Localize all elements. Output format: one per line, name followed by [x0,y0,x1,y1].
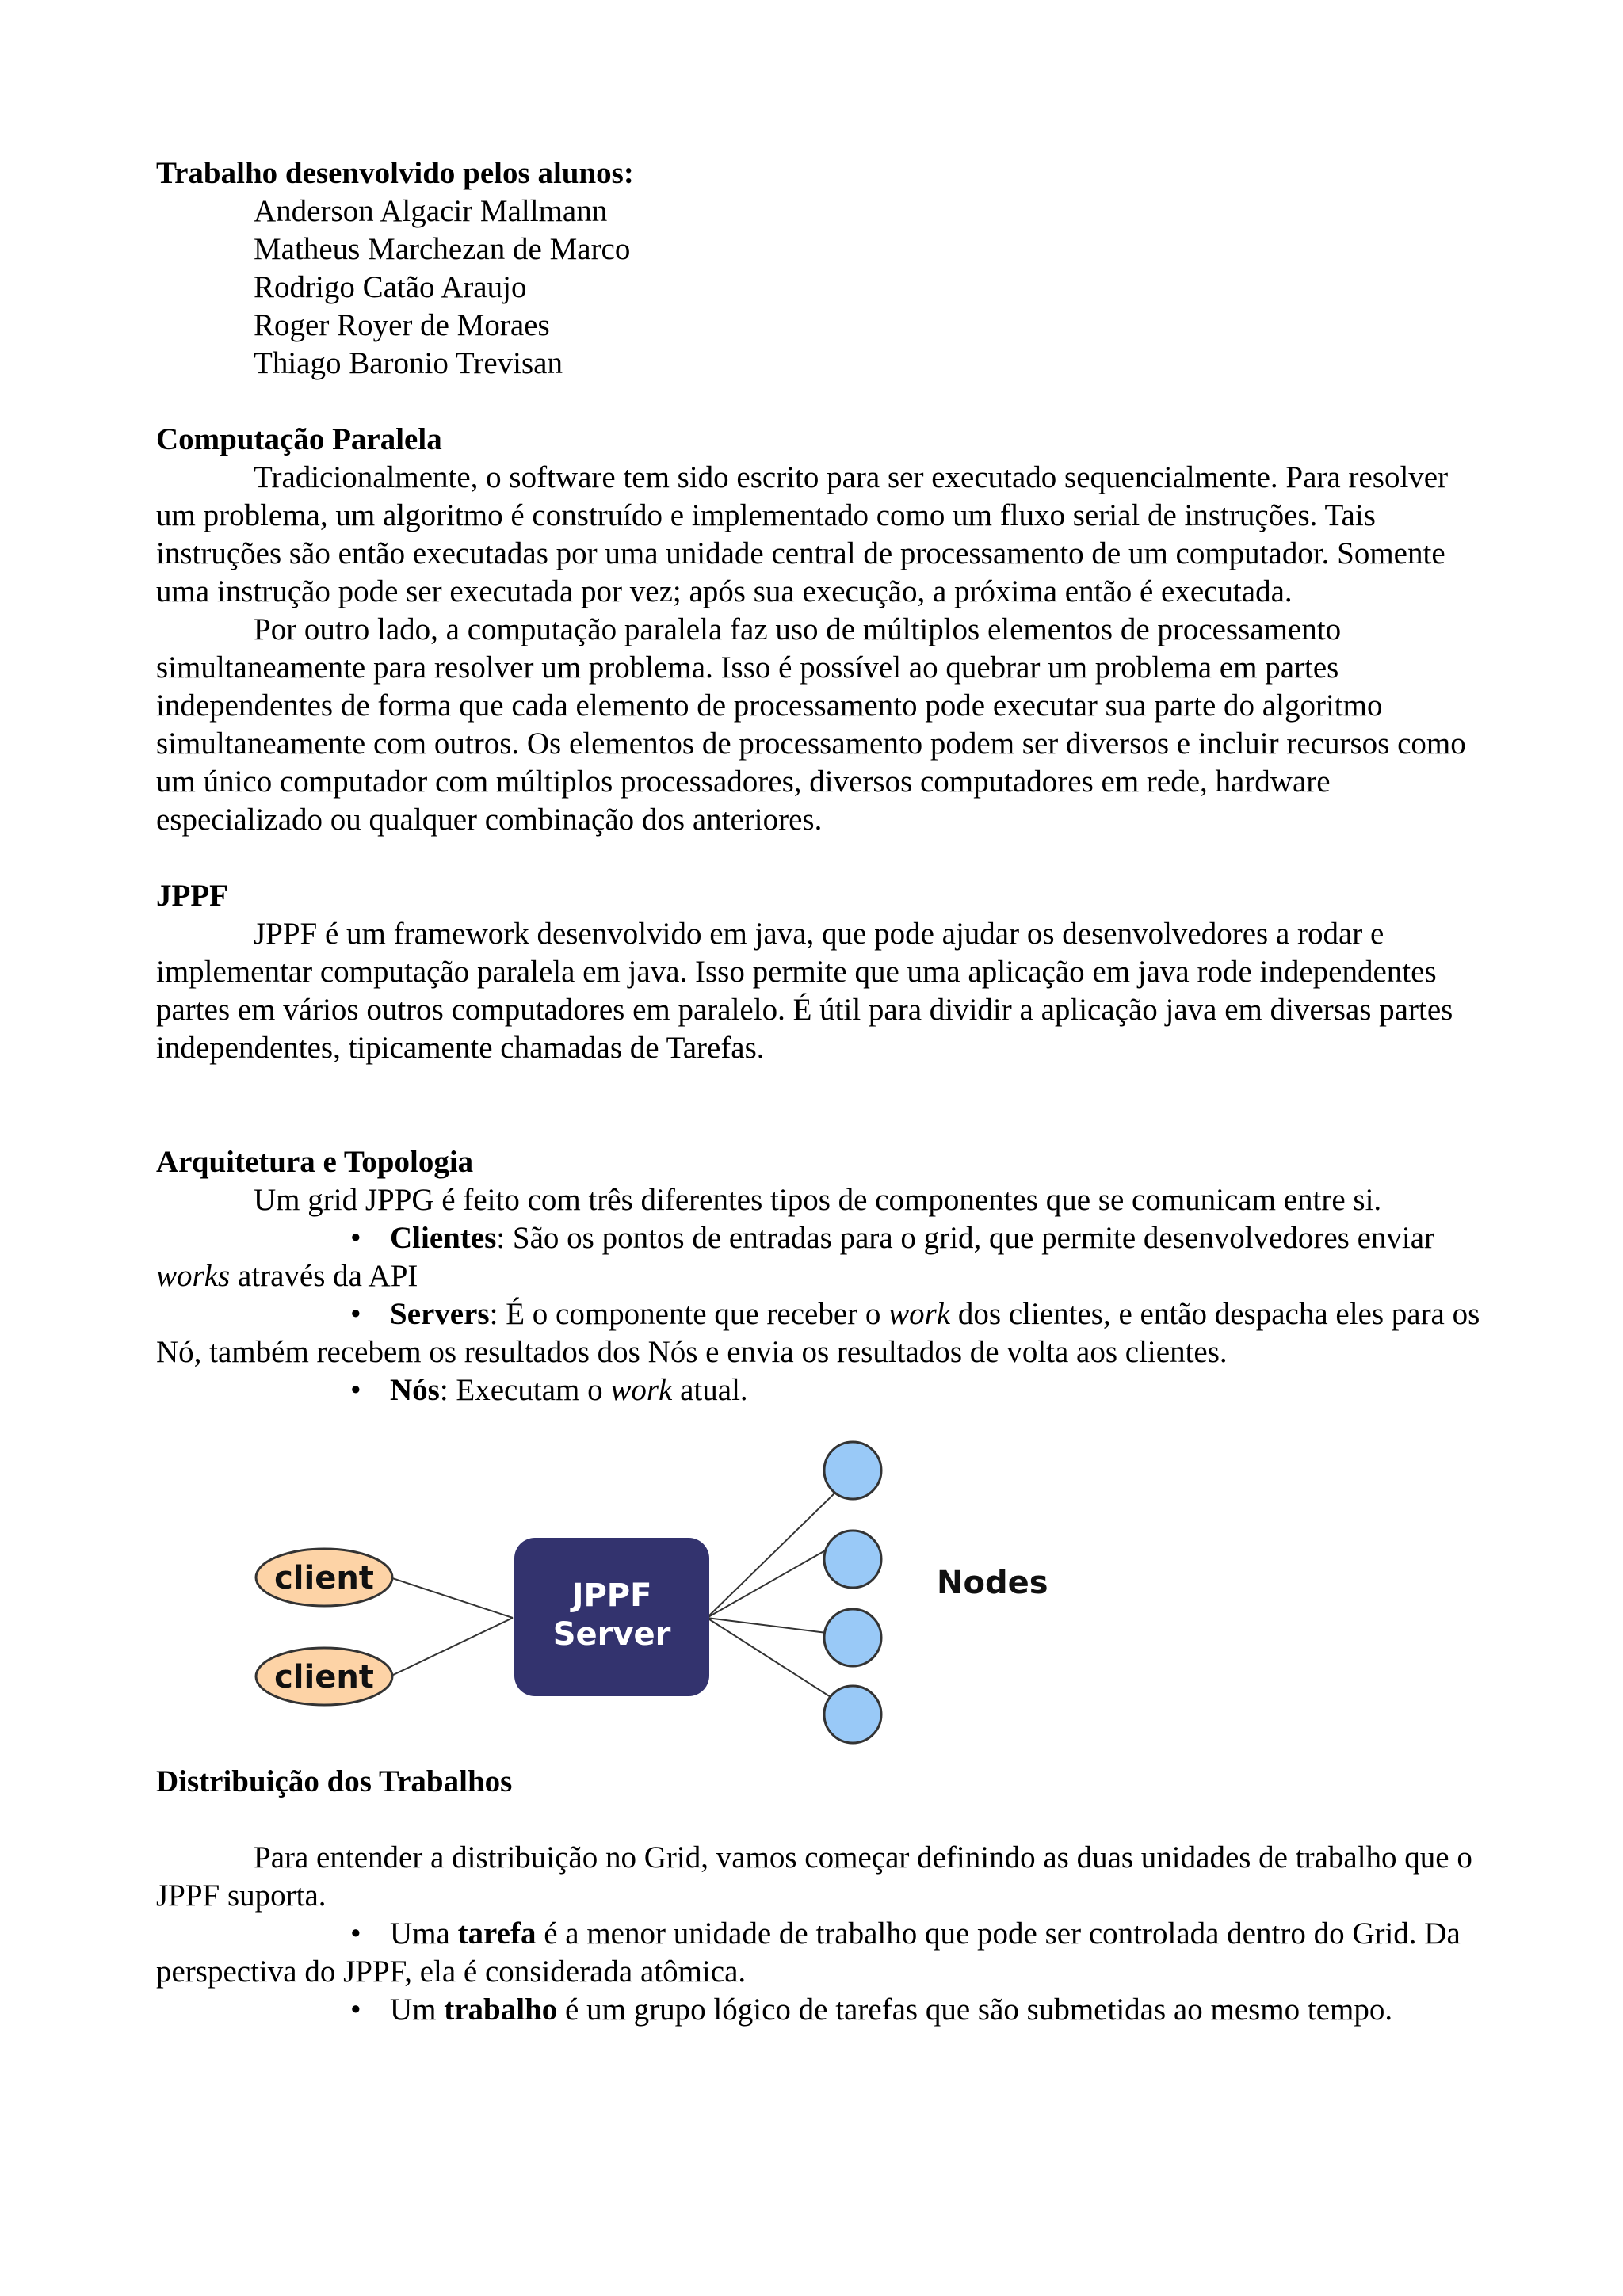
author-name: Rodrigo Catão Araujo [254,270,527,304]
bullet-text: é um grupo lógico de tarefas que são submetidas ao mesmo tempo. [557,1993,1393,2027]
bullet-glyph: • [350,1297,361,1331]
architecture-heading: Arquitetura e Topologia [156,1145,474,1179]
bullet-text: Uma [390,1917,458,1951]
parallel-heading: Computação Paralela [156,422,442,456]
bullet-term: Nós [390,1373,440,1407]
nodes-label: Nodes [937,1565,1048,1601]
bullet-emphasis: work [610,1373,673,1407]
spacer [156,839,1487,877]
bullet-clientes [156,1219,1487,1295]
bullet-text: dos clientes, e então despacha eles para os Nó, também recebem os resultados dos Nós e envia os resultados de volta aos clientes. [156,1297,1480,1369]
client-label: client [274,1659,374,1695]
bullet-glyph: • [350,1917,361,1951]
parallel-paragraph-2: Por outro lado, a computação paralela faz uso de múltiplos elementos de processamento simultaneamente para resolver um problema. Isso é possível ao quebrar um problema em partes independentes de forma que cada elemento de processamento pode executar sua parte do algoritmo simultaneamente com outros. Os elementos de processamento podem ser diversos e incluir recursos como um único computador com múltiplos processadores, diversos computadores em rede, hardware especializado ou qualquer combinação dos anteriores. [156,612,1466,837]
bullet-glyph: • [350,1373,361,1407]
bullet-term: tarefa [457,1917,537,1951]
spacer [156,1067,1487,1143]
authors-heading: Trabalho desenvolvido pelos alunos: [156,156,634,190]
author-name: Anderson Algacir Mallmann [254,194,608,228]
bullet-servers [156,1295,1487,1371]
bullet-emphasis: work [888,1297,951,1331]
bullet-text: : São os pontos de entradas para o grid, que permite desenvolvedores enviar [496,1221,1435,1255]
node-circle [824,1442,881,1499]
bullet-term: trabalho [444,1993,558,2027]
author-name: Roger Royer de Moraes [254,308,550,342]
bullet-emphasis: works [156,1259,231,1293]
bullet-text: atual. [672,1373,748,1407]
connector-line [707,1618,839,1703]
spacer [156,383,1487,421]
author-name: Matheus Marchezan de Marco [254,232,631,266]
bullet-glyph: • [350,1993,361,2027]
distribution-intro: Para entender a distribuição no Grid, vamos começar definindo as duas unidades de trabalho que o JPPF suporta. [156,1840,1472,1913]
distribution-heading: Distribuição dos Trabalhos [156,1764,513,1798]
parallel-paragraph-1: Tradicionalmente, o software tem sido escrito para ser executado sequencialmente. Para resolver um problema, um algoritmo é construído e implementado como um fluxo serial de instruções. Tais instruções são então executadas por uma unidade central de processamento de um computador. Somente uma instrução pode ser executada por vez; após sua execução, a próxima então é executada. [156,460,1449,608]
connector-line [707,1618,839,1634]
bullet-trabalho [156,1991,1487,2029]
bullet-text: : É o componente que receber o [489,1297,889,1331]
connector-line [390,1618,513,1676]
bullet-text: através da API [230,1259,418,1293]
server-label-line1: JPPF [571,1577,652,1614]
client-label: client [274,1560,374,1596]
topology-svg [156,1409,1487,1763]
spacer [156,1801,1487,1839]
bullet-term: Clientes [390,1221,497,1255]
jppf-heading: JPPF [156,879,228,913]
bullet-tarefa [156,1915,1487,1991]
node-circle [824,1686,881,1743]
node-circle [824,1531,881,1588]
bullet-term: Servers [390,1297,490,1331]
server-label-line2: Server [552,1616,671,1653]
bullet-text: é a menor unidade de trabalho que pode ser controlada dentro do Grid. Da perspectiva do JPPF, ela é considerada atômica. [156,1917,1461,1989]
connector-line [390,1577,513,1618]
bullet-text: : Executam o [439,1373,611,1407]
author-name: Thiago Baronio Trevisan [254,346,563,380]
document-page [156,154,1487,2029]
jppf-paragraph: JPPF é um framework desenvolvido em java, que pode ajudar os desenvolvedores a rodar e implementar computação paralela em java. Isso permite que uma aplicação em java rode independentes partes em vários outros computadores em paralelo. É útil para dividir a aplicação java em diversas partes independentes, tipicamente chamadas de Tarefas. [156,917,1453,1065]
jppf-topology-diagram [156,1409,1487,1763]
node-circle [824,1609,881,1666]
bullet-nos [156,1371,1487,1409]
bullet-text: Um [390,1993,445,2027]
bullet-glyph: • [350,1221,361,1255]
architecture-intro: Um grid JPPG é feito com três diferentes tipos de componentes que se comunicam entre si. [254,1183,1382,1217]
